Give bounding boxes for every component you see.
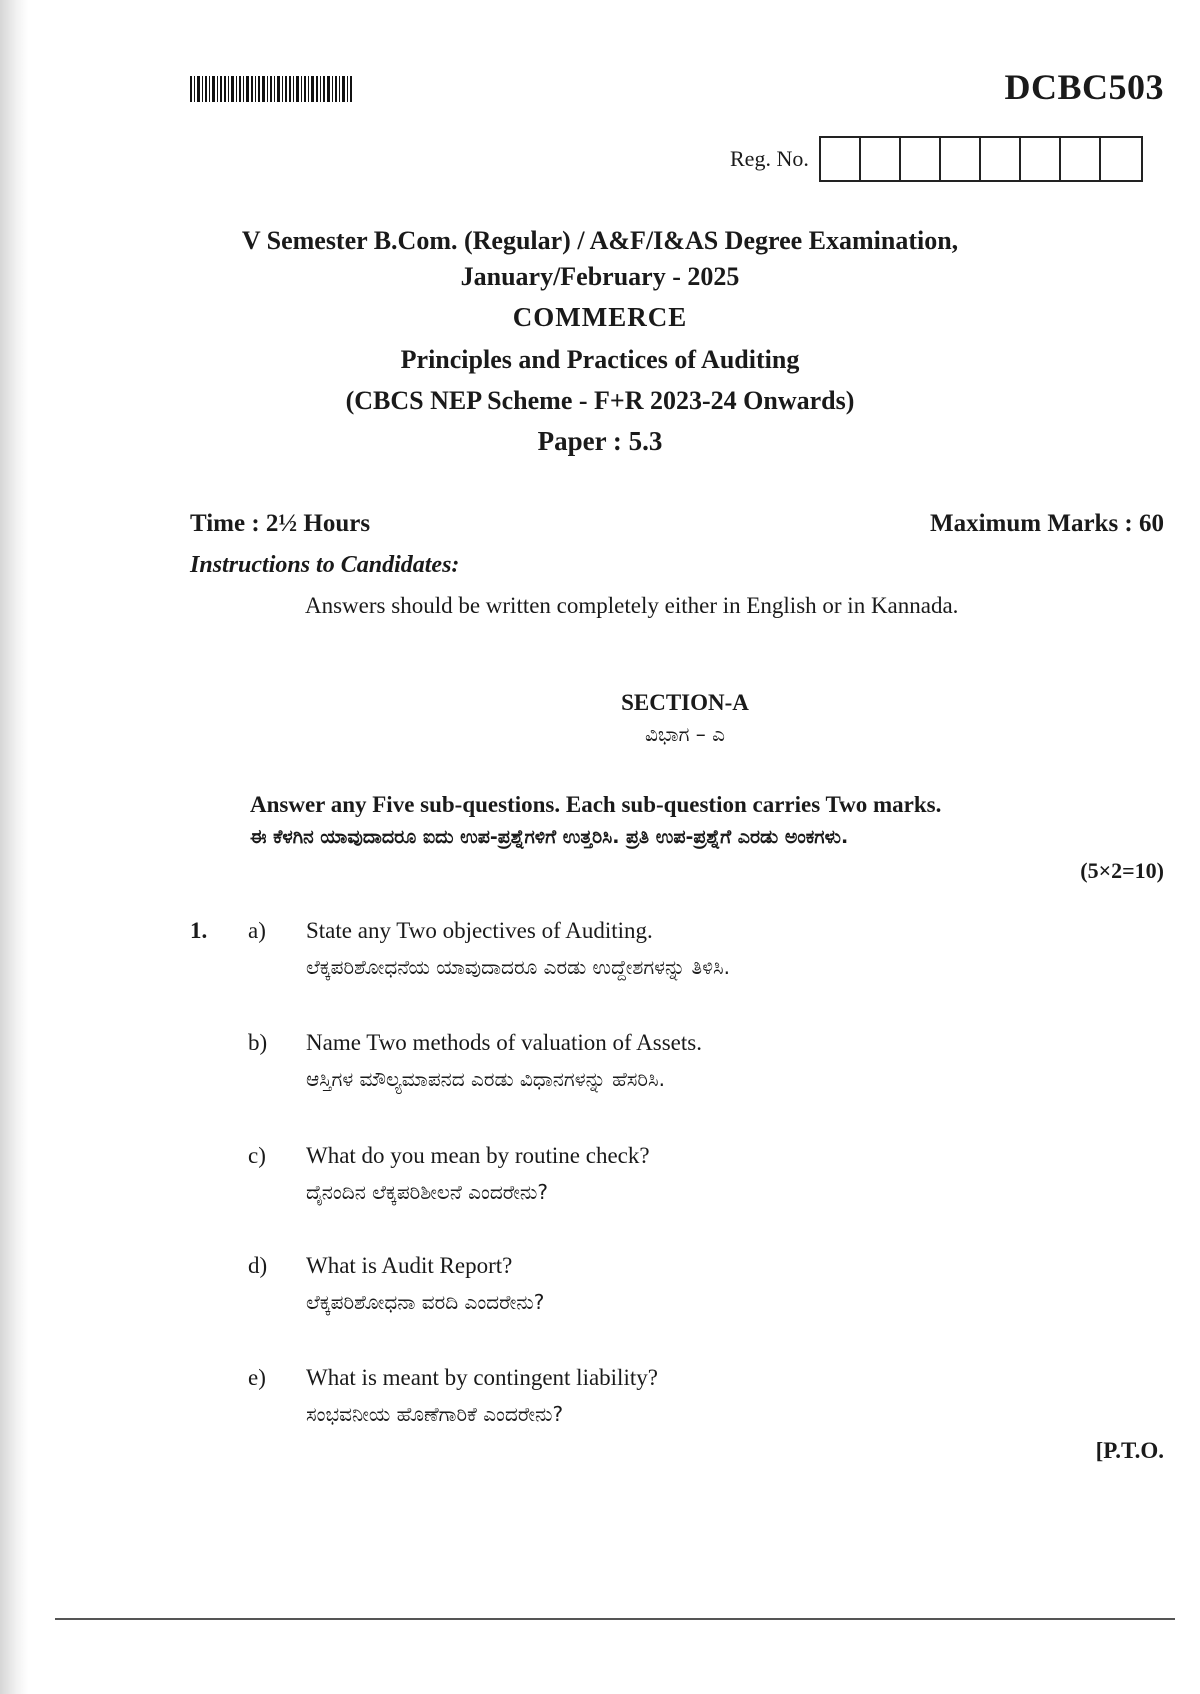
sub-question-letter: c) (248, 1143, 266, 1168)
reg-no-box (901, 138, 941, 180)
sub-question-text: Name Two methods of valuation of Assets. (306, 1030, 702, 1055)
reg-no-box (1061, 138, 1101, 180)
exam-session: January/February - 2025 (460, 262, 740, 291)
paper-number: Paper : 5.3 (537, 426, 663, 456)
sub-question-text: What is meant by contingent liability? (306, 1365, 658, 1390)
reg-no-boxes (819, 136, 1143, 182)
sub-question-text: What is Audit Report? (306, 1253, 513, 1278)
paper-code: DCBC503 (1004, 67, 1164, 107)
sub-question-text-kannada: ಲೆಕ್ಕಪರಿಶೋಧನಾ ವರದಿ ಎಂದರೇನು? (306, 1290, 545, 1314)
reg-no-box (821, 138, 861, 180)
section-title-kannada: ವಿಭಾಗ – ಎ (645, 722, 725, 746)
sub-question-text: State any Two objectives of Auditing. (306, 918, 653, 943)
pto-label: [P.T.O. (1095, 1438, 1164, 1463)
reg-no-box (1101, 138, 1141, 180)
section-marks: (5×2=10) (1080, 858, 1164, 883)
sub-question-letter: b) (248, 1030, 268, 1055)
reg-no-box (941, 138, 981, 180)
section-instruction-kannada: ಈ ಕೆಳಗಿನ ಯಾವುದಾದರೂ ಐದು ಉಪ-ಪ್ರಶ್ನೆಗಳಿಗೆ ಉತ್ತರಿಸಿ. ಪ್ರತಿ ಉಪ-ಪ್ರಶ್ನೆಗೆ ಎರಡು ಅಂಕಗಳು. (250, 826, 849, 848)
sub-question-text-kannada: ಆಸ್ತಿಗಳ ಮೌಲ್ಯಮಾಪನದ ಎರಡು ವಿಧಾನಗಳನ್ನು ಹೆಸರಿಸಿ. (306, 1067, 665, 1091)
reg-no-label: Reg. No. (730, 146, 809, 171)
sub-question-letter: a) (248, 918, 266, 943)
reg-no-box (1021, 138, 1061, 180)
section-instruction: Answer any Five sub-questions. Each sub-question carries Two marks. (250, 792, 942, 817)
instructions-text: Answers should be written completely either in English or in Kannada. (305, 593, 959, 618)
sub-question-text-kannada: ಲೆಕ್ಕಪರಿಶೋಧನೆಯ ಯಾವುದಾದರೂ ಎರಡು ಉದ್ದೇಶಗಳನ್ನು ತಿಳಿಸಿ. (306, 955, 731, 979)
question-number: 1. (190, 918, 208, 943)
sub-question-letter: e) (248, 1365, 266, 1390)
subject-title: COMMERCE (512, 302, 688, 332)
instructions-heading: Instructions to Candidates: (190, 552, 460, 578)
paper-name: Principles and Practices of Auditing (400, 345, 800, 374)
page-bottom-rule (55, 1618, 1175, 1620)
time-allowed: Time : 2½ Hours (190, 510, 371, 537)
exam-title: V Semester B.Com. (Regular) / A&F/I&AS Degree Examination, (241, 226, 959, 255)
section-title: SECTION-A (621, 690, 749, 715)
sub-question-text: What do you mean by routine check? (306, 1143, 650, 1168)
sub-question-text-kannada: ಸಂಭವನೀಯ ಹೊಣೆಗಾರಿಕೆ ಎಂದರೇನು? (306, 1402, 564, 1426)
reg-no-field (730, 136, 1143, 182)
sub-question-text-kannada: ದೈನಂದಿನ ಲೆಕ್ಕಪರಿಶೀಲನೆ ಎಂದರೇನು? (306, 1180, 549, 1204)
reg-no-box (861, 138, 901, 180)
scheme: (CBCS NEP Scheme - F+R 2023-24 Onwards) (345, 386, 855, 415)
reg-no-box (981, 138, 1021, 180)
maximum-marks: Maximum Marks : 60 (930, 510, 1164, 537)
barcode-icon (190, 76, 354, 102)
sub-question-letter: d) (248, 1253, 268, 1278)
